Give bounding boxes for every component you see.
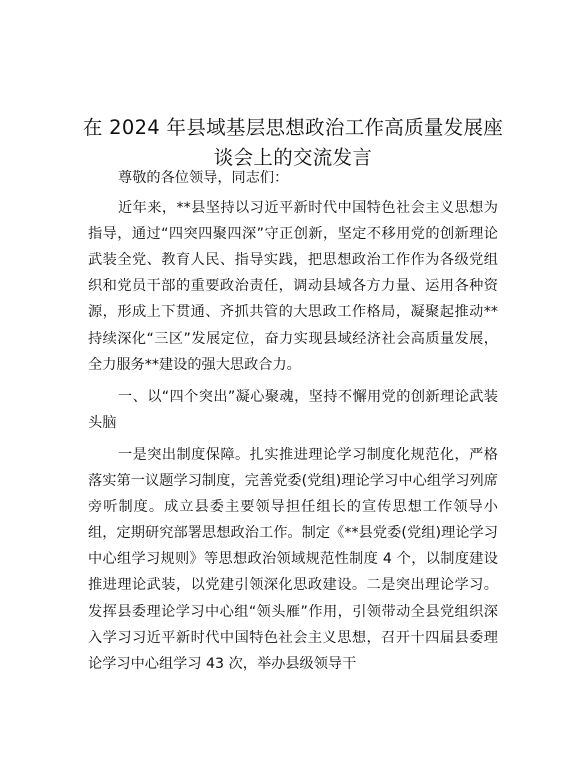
- document-body: [88, 165, 498, 683]
- intro-paragraph: 近年来，**县坚持以习近平新时代中国特色社会主义思想为指导，通过“四突四聚四深”守正创新，坚定不移用党的创新理论武装全党、教育人民、指导实践，把思想政治工作作为各级党组织和党员干部的重要政治责任，调动县域各方力量、运用各种资源，形成上下贯通、齐抓共管的大思政工作格局，凝聚起推动**持续深化“三区”发展定位，奋力实现县域经济社会高质量发展，全力服务**建设的强大思政合力。: [88, 200, 498, 373]
- body-paragraph: 一是突出制度保障。扎实推进理论学习制度化规范化，严格落实第一议题学习制度，完善党委(党组)理论学习中心组学习列席旁听制度。成立县委主要领导担任组长的宣传思想工作领导小组，定期研究部署思想政治工作。制定《**县党委(党组)理论学习中心组学习规则》等思想政治领域规范性制度 4 个，以制度建设推进理论武装，以党建引领深化思政建设。二是突出理论学习。发挥县委理论学习中心组“领头雁”作用，引领带动全县党组织深入学习习近平新时代中国特色社会主义思想，召开十四届县委理论学习中心组学习 43 次，举办县级领导干: [88, 446, 498, 672]
- salutation: 尊敬的各位领导，同志们：: [118, 170, 289, 186]
- title-line-1: 在 2024 年县域基层思想政治工作高质量发展座: [82, 116, 504, 140]
- section-heading-1: 一、以“四个突出”凝心聚魂，坚持不懈用党的创新理论武装头脑: [88, 388, 498, 431]
- title-line-2: 谈会上的交流发言: [213, 146, 373, 170]
